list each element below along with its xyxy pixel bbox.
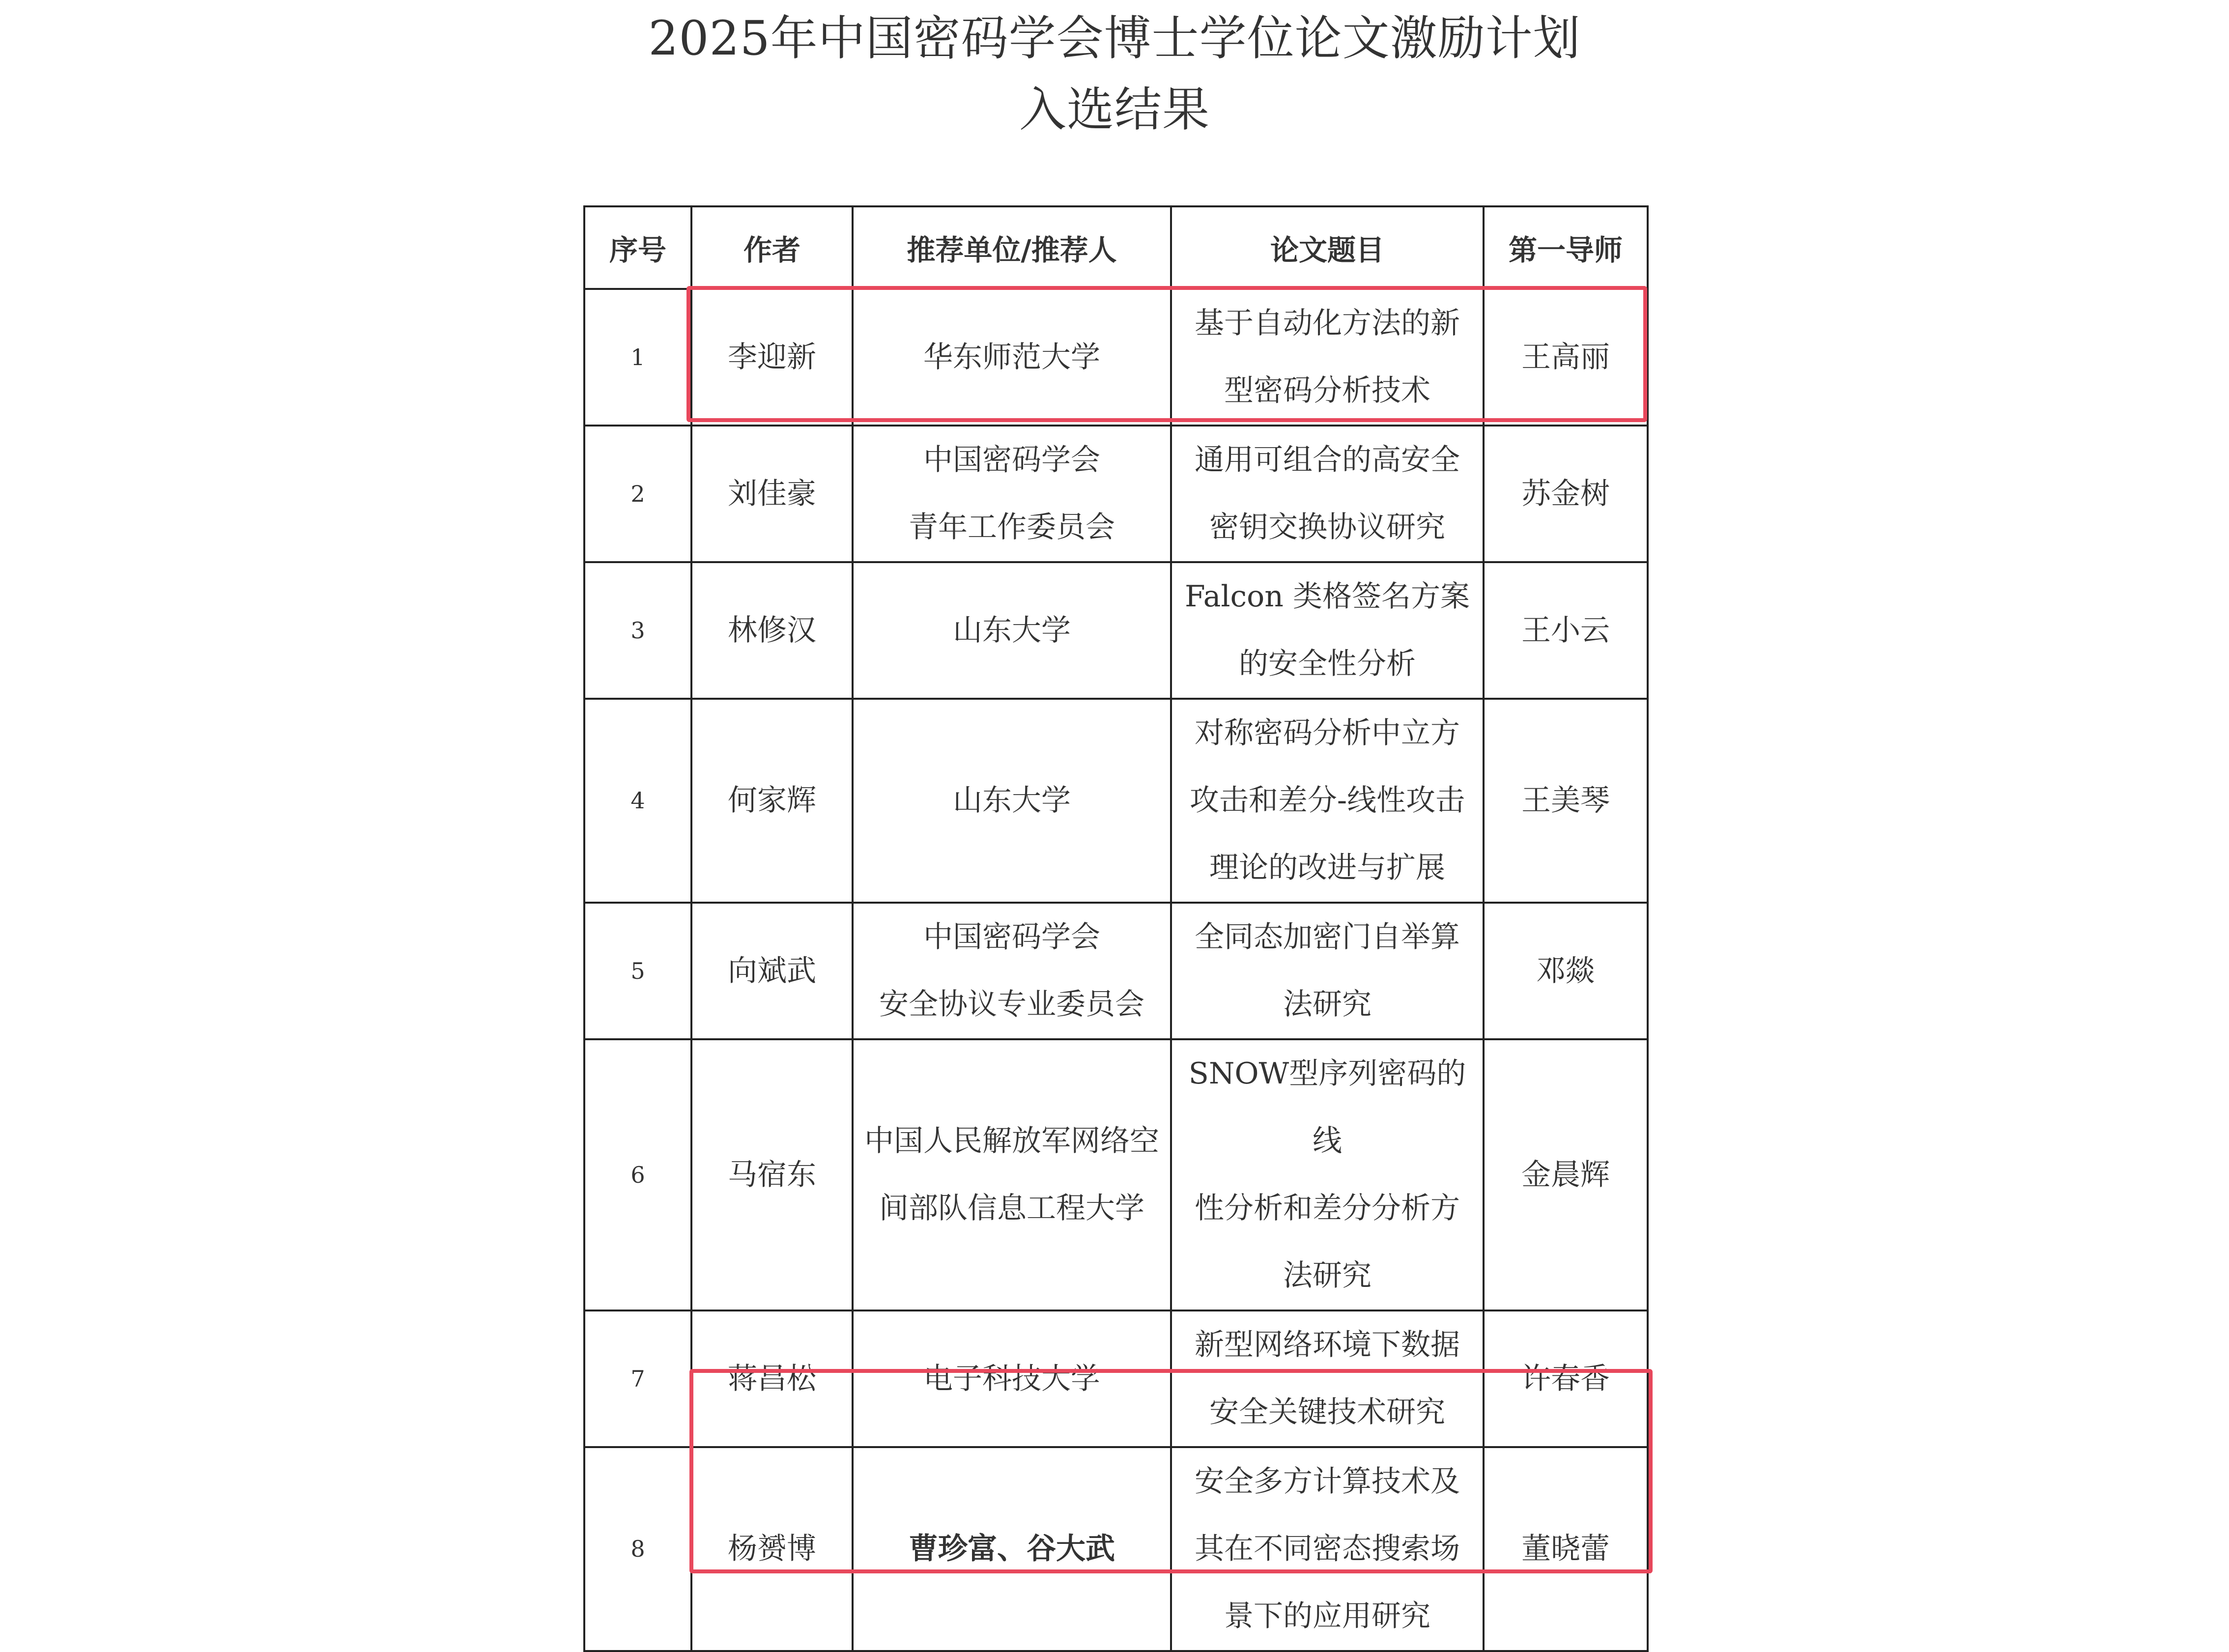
row-author: 向斌武 (691, 903, 853, 1039)
header-index: 序号 (584, 206, 691, 289)
table-row (584, 289, 1648, 426)
row-index: 6 (584, 1039, 691, 1310)
header-topic: 论文题目 (1171, 206, 1484, 289)
row-topic: 通用可组合的高安全 密钥交换协议研究 (1171, 426, 1484, 562)
row-author: 马宿东 (691, 1039, 853, 1310)
row-advisor: 许春香 (1484, 1310, 1648, 1447)
row-advisor: 王高丽 (1484, 289, 1648, 426)
table-row (584, 1310, 1648, 1447)
header-author: 作者 (691, 206, 853, 289)
table-row (584, 426, 1648, 562)
row-author: 刘佳豪 (691, 426, 853, 562)
row-index: 3 (584, 562, 691, 699)
results-table (583, 205, 1649, 1652)
row-topic: 基于自动化方法的新 型密码分析技术 (1171, 289, 1484, 426)
row-unit: 中国密码学会 安全协议专业委员会 (853, 903, 1171, 1039)
page-title: 2025年中国密码学会博士学位论文激励计划 (648, 11, 1581, 66)
row-topic: 安全多方计算技术及 其在不同密态搜索场 景下的应用研究 (1171, 1447, 1484, 1651)
row-unit: 中国密码学会 青年工作委员会 (853, 426, 1171, 562)
row-author: 蒋昌松 (691, 1310, 853, 1447)
row-topic: Falcon 类格签名方案 的安全性分析 (1171, 562, 1484, 699)
table-row (584, 562, 1648, 699)
page-subtitle: 入选结果 (1019, 82, 1210, 137)
row-index: 5 (584, 903, 691, 1039)
header-unit: 推荐单位/推荐人 (853, 206, 1171, 289)
row-author: 李迎新 (691, 289, 853, 426)
row-index: 1 (584, 289, 691, 426)
row-index: 4 (584, 699, 691, 903)
row-topic: SNOW型序列密码的线 性分析和差分分析方 法研究 (1171, 1039, 1484, 1310)
row-author: 何家辉 (691, 699, 853, 903)
row-unit: 山东大学 (853, 699, 1171, 903)
row-topic: 对称密码分析中立方 攻击和差分-线性攻击 理论的改进与扩展 (1171, 699, 1484, 903)
row-advisor: 王美琴 (1484, 699, 1648, 903)
row-unit: 电子科技大学 (853, 1310, 1171, 1447)
row-advisor: 邓燚 (1484, 903, 1648, 1039)
row-unit: 中国人民解放军网络空 间部队信息工程大学 (853, 1039, 1171, 1310)
row-unit: 山东大学 (853, 562, 1171, 699)
row-topic: 新型网络环境下数据 安全关键技术研究 (1171, 1310, 1484, 1447)
row-advisor: 王小云 (1484, 562, 1648, 699)
row-unit: 曹珍富、谷大武 (853, 1447, 1171, 1651)
row-advisor: 金晨辉 (1484, 1039, 1648, 1310)
row-index: 2 (584, 426, 691, 562)
header-advisor: 第一导师 (1484, 206, 1648, 289)
row-unit: 华东师范大学 (853, 289, 1171, 426)
table-row (584, 1039, 1648, 1310)
table-row (584, 1447, 1648, 1651)
row-advisor: 苏金树 (1484, 426, 1648, 562)
table-header-row (584, 206, 1648, 289)
row-index: 8 (584, 1447, 691, 1651)
row-advisor: 董晓蕾 (1484, 1447, 1648, 1651)
row-author: 杨赟博 (691, 1447, 853, 1651)
row-topic: 全同态加密门自举算 法研究 (1171, 903, 1484, 1039)
row-index: 7 (584, 1310, 691, 1447)
table-row (584, 699, 1648, 903)
row-author: 林修汉 (691, 562, 853, 699)
table-row (584, 903, 1648, 1039)
